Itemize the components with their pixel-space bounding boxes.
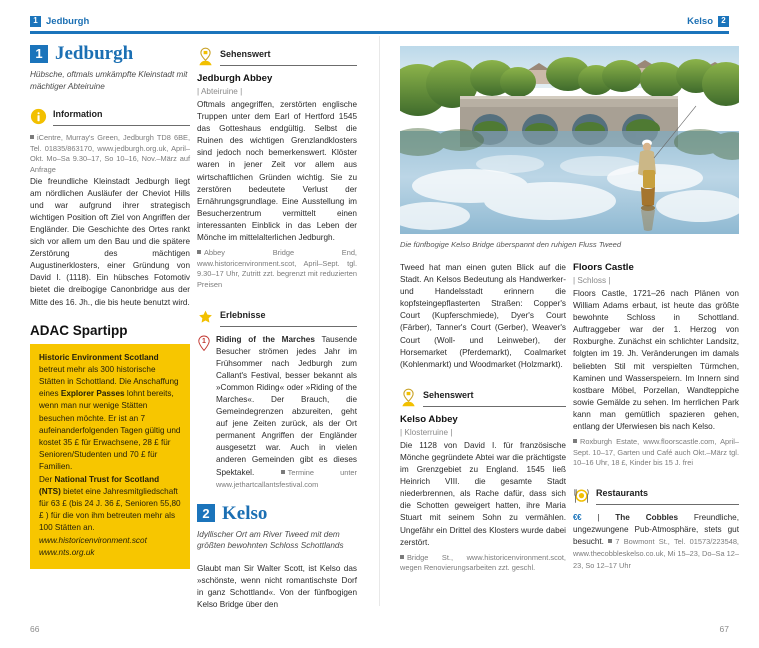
kelso-heading [197,504,357,523]
kelso-abbey-address [400,553,566,574]
spartipp-text-2pre: Der [39,474,55,484]
column-2 [197,44,357,611]
erlebnis-address-text: Termine unter www.jethartcallantsfestival.com [216,467,358,489]
kelso-title: Kelso [222,502,268,524]
jedburgh-abbey-address-text: Abbey Bridge End, www.historicenvironment.scot, April–Sept. tgl. 9.30–17 Uhr, Zutritt zzt. begrenzt mit reduzierten Preisen [197,248,357,289]
folio-right: 67 [719,624,729,634]
bullet-square-icon [608,539,612,543]
kelso-sehenswert-header [400,385,566,407]
information-label-wrap [53,104,190,126]
jedburgh-body: Die freundliche Kleinstadt Jedburgh liegt am nördlichen Ausläufer der Cheviot Hills und war aufgrund ihrer strategisch wichtigen Position oft Ziel von Angriffen der Engländer. Die Geschichte des Ortes rankt sich vor allem um den Bau und die spätere Zerstörung des mächtigen Augustinerklosters, einer Gründung von David I. (1118). Ein hübsches Fotomotiv bietet die dreibogige Canonbridge aus der Mitte des 16. Jh., die bis heute benutzt wird. [30,176,190,307]
restaurant-description: Freundliche, ungezwungene Pub-Atmosphäre, stets gut besucht. [573,512,739,547]
jedburgh-information-address-text: iCentre, Murray's Green, Jedburgh TD8 6BE, Tel. 01835/863170, www.jedburgh.org.uk, April–Okt. Mo–Sa 9.30–17, So 10–16, Nov.–März auf Anfrage [30,133,190,174]
bullet-square-icon [281,470,285,474]
kelso-bridge-photo [400,46,739,234]
floors-castle-kind: | Schloss | [573,276,611,285]
column-4 [573,262,739,572]
kelso-sehenswert-label: Sehenswert [423,389,474,400]
jedburgh-sehenswert-label: Sehenswert [220,49,271,59]
kelso-abbey-address-text: Bridge St., www.historicenvironment.scot, wegen Renovierungsarbeiten zzt. geschl. [400,552,566,573]
spartipp-org-2: National Trust for Scotland (NTS) [39,474,160,496]
erlebnisse-section-header [197,305,357,327]
column-3 [400,262,566,574]
spartipp-paragraph-2 [39,474,181,535]
running-head [30,12,729,30]
floors-castle-address [573,437,739,469]
spartipp-text-1b: lohnt bereits, wenn man nur wenige Stätten besuchen möchte. Er ist an 7 aufeinanderfolgenden Tagen gültig und kostet 35 £ für Erwachsene, 28 £ für Senioren/Studenten und 70 £ für Familien. [39,389,181,472]
sight-pin-icon [197,47,214,66]
kelso-abbey-body: Die 1128 von David I. für französische Mönche gegründete Abtei war die prächtigste im Grenzgebiet zu England. 1545 ließ Heinrich VIII. die gesamte Stadt niederbrennen, als Rache dafür, dass sich die Schotten geweigert hatten, ihre Maria Stuart mit seinem Sohn zu vermählen. Ungefähr ein Drittel des Klosters wurde dabei zerstört. [400,440,566,547]
spartipp-text-1a: betreut mehr als 300 historische Stätten in Schottland. Die Anschaffung eines [39,364,179,399]
floors-castle-address-text: Roxburgh Estate, www.floorscastle.com, April–Sept. 10–17, Garten und Café auch Okt.–März tgl. 10–16 Uhr, 18 £, Kinder bis 15 J. frei [573,437,739,468]
floors-castle-title: Floors Castle [573,262,634,273]
erlebnisse-label-wrap [220,305,357,327]
restaurant-address-text: 7 Bowmont St., Tel. 01573/223548, www.thecobbleskelso.co.uk, Mi 15–23, Do–Sa 12–23, So 12–17 Uhr [573,537,739,571]
kelso-abbey-title: Kelso Abbey [400,413,458,425]
bullet-square-icon [400,555,404,559]
bullet-square-icon [197,250,201,254]
spartipp-url-2[interactable]: www.nts.org.uk [39,547,95,557]
bullet-square-icon [30,135,34,139]
jedburgh-abbey-title: Jedburgh Abbey [197,73,273,84]
running-head-right [687,16,729,27]
jedburgh-sehenswert-label-wrap [220,44,357,66]
restaurant-entry [573,512,739,572]
information-icon [30,107,47,126]
header-rule [30,31,729,34]
spartipp-org-1: Historic Environment Scotland [39,352,159,362]
kelso-sehenswert-label-wrap [423,385,566,407]
restaurant-price-class: €€ [573,512,582,522]
erlebnisse-label: Erlebnisse [220,309,266,320]
erlebnis-title: Riding of the Marches [216,334,315,344]
restaurants-label-wrap [596,483,739,505]
jedburgh-abbey-kind: | Abteiruine | [197,87,243,96]
kelso-abbey-kind: | Klosterruine | [400,427,453,437]
spartipp-pass-name: Explorer Passes [60,389,125,399]
kelso-subtitle: Idyllischer Ort am River Tweed mit dem größten bewohnten Schloss Schottlands [197,529,344,551]
spartipp-box [30,344,190,569]
running-head-right-number: 2 [718,16,729,27]
jedburgh-heading [30,44,190,63]
spartipp-text-2rest: bietet eine Jahresmitgliedschaft für 63 £ (bis 24 J. 36 £, Senioren 55,80 £ ) für die von ihm betreuten mehr als 100 Stätten an. [39,486,181,533]
jedburgh-subtitle: Hübsche, oftmals umkämpfte Kleinstadt mit mächtiger Abteiruine [30,70,188,91]
sight-pin-icon [400,388,417,407]
bullet-square-icon [573,439,577,443]
kelso-body-part1: Glaubt man Sir Walter Scott, ist Kelso das »schönste, wenn nicht romantischste Dorf in ganz Schottland«. Von der fünfbogigen Kelso Bridge über den [197,563,357,610]
plate-cutlery-icon [573,486,590,505]
erlebnis-text [216,334,357,491]
kelso-body-part2: Tweed hat man einen guten Blick auf die Stadt. An Kelsos Bedeutung als Handwerker- und Handelsstadt erinnern die kopfsteingepflasterten Straßen: Copper's Court (Kupferschmiede), Dyer's Court (Färber), Tanner's Court (Gerber), Weaver's Court (Woll- und Leinweber), der Horsemarket (Pferdemarkt), Coalmarket (Kohlenmarkt) und Woodmarket (Holzmarkt). [400,263,566,369]
restaurant-name: The Cobbles [615,512,679,522]
page-gutter [379,36,380,606]
folio-left: 66 [30,624,40,634]
information-section-header [30,104,190,126]
erlebnis-number: 1 [202,338,206,345]
restaurant-separator: | [597,512,600,522]
jedburgh-title: Jedburgh [55,43,134,64]
spartipp-url-1[interactable]: www.historicenvironment.scot [39,535,147,545]
jedburgh-abbey-body: Oftmals angegriffen, zerstörten englische Truppen unter dem Earl of Hertford 1545 das Gotteshaus endgültig. Selbst die Ruinen des wichtigen Grenzlandklosters sind jedoch noch bemerkenswert. Klöster waren in jener Zeit vor allem aus wirtschaftlichen Gründen wichtig. Sie zu zerstören bedeutete Verlust der Ernährungsgrundlage. Eine Ausstellung im Besucherzentrum vermittelt einen interessanten Einblick in das Leben der Mönche im mittelalterlichen Jedburgh. [197,100,357,243]
spartipp-heading: ADAC Spartipp [30,322,128,338]
jedburgh-number: 1 [30,45,48,63]
jedburgh-information-address [30,133,190,175]
erlebnis-body: Tausende Besucher strömen jedes Jahr im Frühsommer nach Jedburgh zum Callant's Festival, besser bekannt als »Common Riding« oder »Riding of the Marches«. Der Brauch, die Gemeindegrenzen abzureiten, geht auf jene Zeiten zurück, als der Ort permanent Angriffen der Engländer ausgesetzt war. Auch in vielen anderen Gemeinden gibt es dieses Spektakel. [216,334,357,477]
jedburgh-sehenswert-header [197,44,357,66]
information-label: Information [53,109,103,120]
star-icon [197,308,214,327]
erlebnis-item [197,334,357,491]
map-pin-numbered-icon [197,335,211,352]
running-head-left [30,16,89,27]
restaurants-section-header [573,483,739,505]
kelso-number: 2 [197,504,215,522]
photo-caption: Die fünfbogige Kelso Bridge überspannt den ruhigen Fluss Tweed [400,240,622,249]
column-1 [30,44,190,569]
running-head-left-number: 1 [30,16,41,27]
jedburgh-abbey-address [197,248,357,290]
running-head-right-title: Kelso [687,15,713,27]
floors-castle-body: Floors Castle, 1721–26 nach Plänen von William Adams erbaut, ist heute das größte bewohnte Schloss in Schottland. Auftraggeber war der 1. Herzog von Roxburghe. Zunächst ein schlichter Landsitz, folgten im 19. Jh. Veränderungen im damals beliebten Stil mit verspielten Türmchen, Kaminen und Wasserspeiern. Im Innern sind kostbare Möbel, Porzellan, Wandteppiche sowie Gemälde zu sehen. Im herrlichen Park kann man gemütlich spazieren gehen, entlang der Uferwiesen bis nach Kelso. [573,289,739,432]
running-head-left-title: Jedburgh [46,15,90,27]
spartipp-paragraph-1 [39,352,181,474]
restaurants-label: Restaurants [596,487,649,498]
